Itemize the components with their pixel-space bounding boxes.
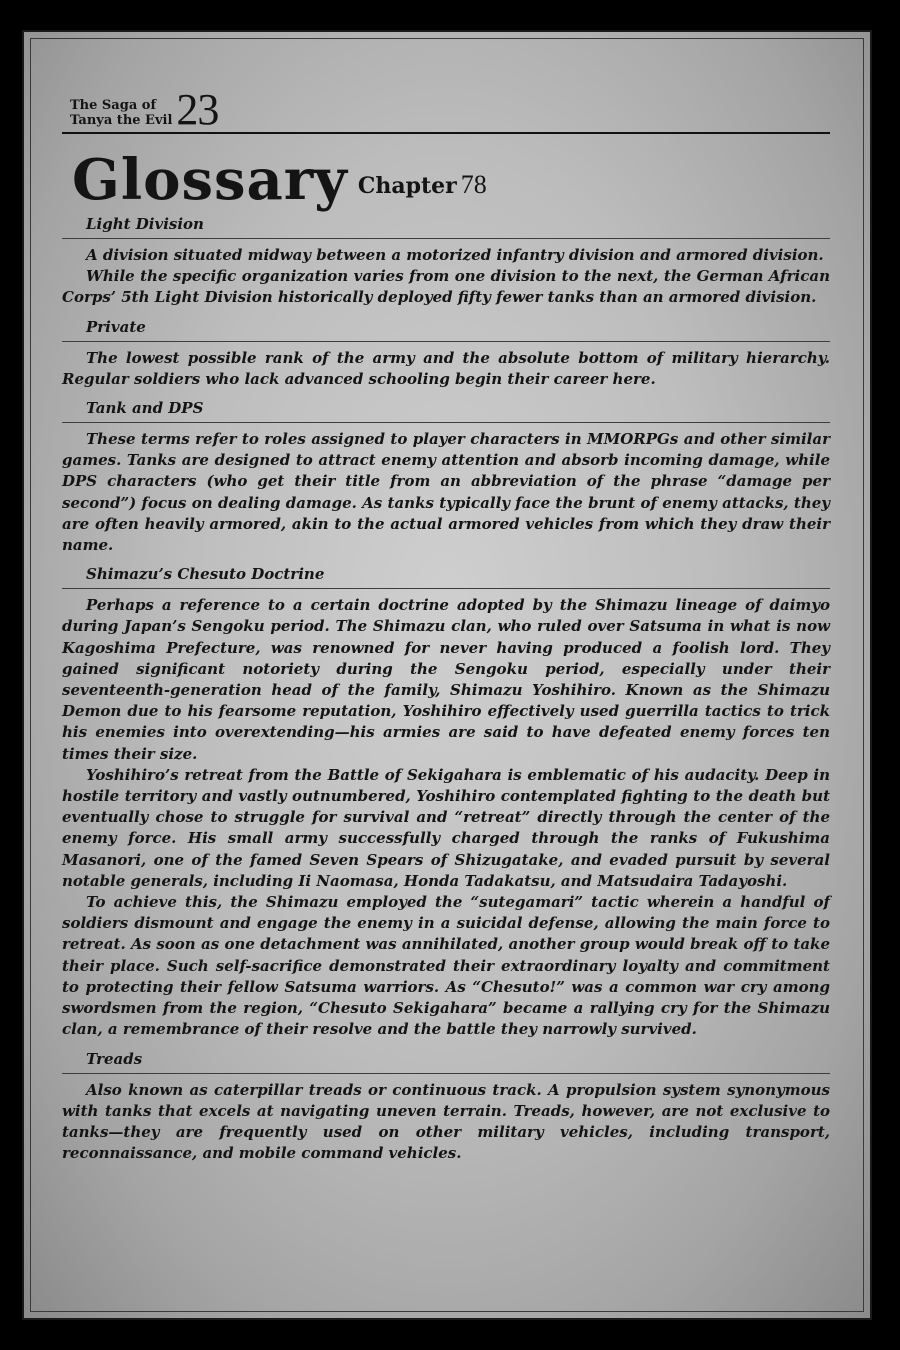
entry-paragraph: Yoshihiro’s retreat from the Battle of Sekigahara is emblematic of his audacity. Deep in hostile territory and vastly outnumbered, Yoshihiro contemplated fighting to the death but eventually chose to struggle for survival and “retreat” directly through the center of the enemy force. His small army successfully charged through the ranks of Fukushima Masanori, one of the famed Seven Spears of Shizugatake, and evaded pursuit by several notable generals, including Ii Naomasa, Honda Tadakatsu, and Matsudaira Tadayoshi. [62,765,830,890]
glossary-entry-tank-and-dps [62,398,830,556]
entry-paragraph: The lowest possible rank of the army and the absolute bottom of military hierarchy. Regular soldiers who lack advanced schooling begin their career here. [62,348,830,388]
entry-paragraph: A division situated midway between a motorized infantry division and armored division. [86,246,824,264]
chapter-word: Chapter [357,173,457,199]
entry-paragraph: Also known as caterpillar treads or continuous track. A propulsion system synonymous with tanks that excels at navigating uneven terrain. Treads, however, are not exclusive to tanks—they are frequently used on other military vehicles, including transport, reconnaissance, and mobile command vehicles. [62,1080,830,1163]
glossary-entry-chesuto-doctrine [62,564,830,1040]
chapter-label [358,170,487,200]
entry-paragraph: To achieve this, the Shimazu employed the “sutegamari” tactic wherein a handful of soldiers dismount and engage the enemy in a suicidal defense, allowing the main force to retreat. As soon as one detachment was annihilated, another group would break off to take their place. Such self-sacrifice demonstrated their extraordinary loyalty and commitment to protecting their fellow Satsuma warriors. As “Chesuto!” was a common war cry among swordsmen from the region, “Chesuto Sekigahara” became a rallying cry for the Shimazu clan, a remembrance of their resolve and the battle they narrowly survived. [62,893,830,1039]
entry-paragraph: These terms refer to roles assigned to player characters in MMORPGs and other similar games. Tanks are designed to attract enemy attention and absorb incoming damage, while DPS characters (who get their title from an abbreviation of the phrase “damage per second”) focus on dealing damage. As tanks typically face the brunt of enemy attacks, they are often heavily armored, akin to the actual armored vehicles from which they draw their name. [62,430,830,555]
entry-paragraph: While the specific organization varies from one division to the next, the German African Corps’ 5th Light Division historically deployed fifty fewer tanks than an armored division. [62,267,830,307]
entry-paragraph: Perhaps a reference to a certain doctrine adopted by the Shimazu lineage of daimyo during Japan’s Sengoku period. The Shimazu clan, who ruled over Satsuma in what is now Kagoshima Prefecture, was renowned for never having produced a foolish lord. They gained significant notoriety during the Sengoku period, especially under their seventeenth-generation head of the family, Shimazu Yoshihiro. Known as the Shimazu Demon due to his fearsome reputation, Yoshihiro effectively used guerrilla tactics to trick his enemies into overextending—his armies are said to have defeated enemy forces ten times their size. [62,596,830,763]
chapter-number: 78 [460,170,487,199]
volume-number: 23 [176,85,219,134]
entry-term: Private [62,317,830,342]
glossary-heading: Glossary [72,147,348,213]
series-title-line-1: The Saga of [70,98,157,113]
glossary-entry-light-division [62,214,830,309]
entry-term: Light Division [62,214,830,239]
page-frame [22,30,872,1320]
entry-term: Treads [62,1049,830,1074]
entry-term: Shimazu’s Chesuto Doctrine [62,564,830,589]
glossary-entry-treads [62,1049,830,1165]
running-header [62,84,830,134]
entry-term: Tank and DPS [62,398,830,423]
page-content [62,84,830,1164]
glossary-entry-private [62,317,830,390]
series-title-line-2: Tanya the Evil [70,113,173,128]
series-title [70,98,172,128]
page-title [72,142,830,213]
